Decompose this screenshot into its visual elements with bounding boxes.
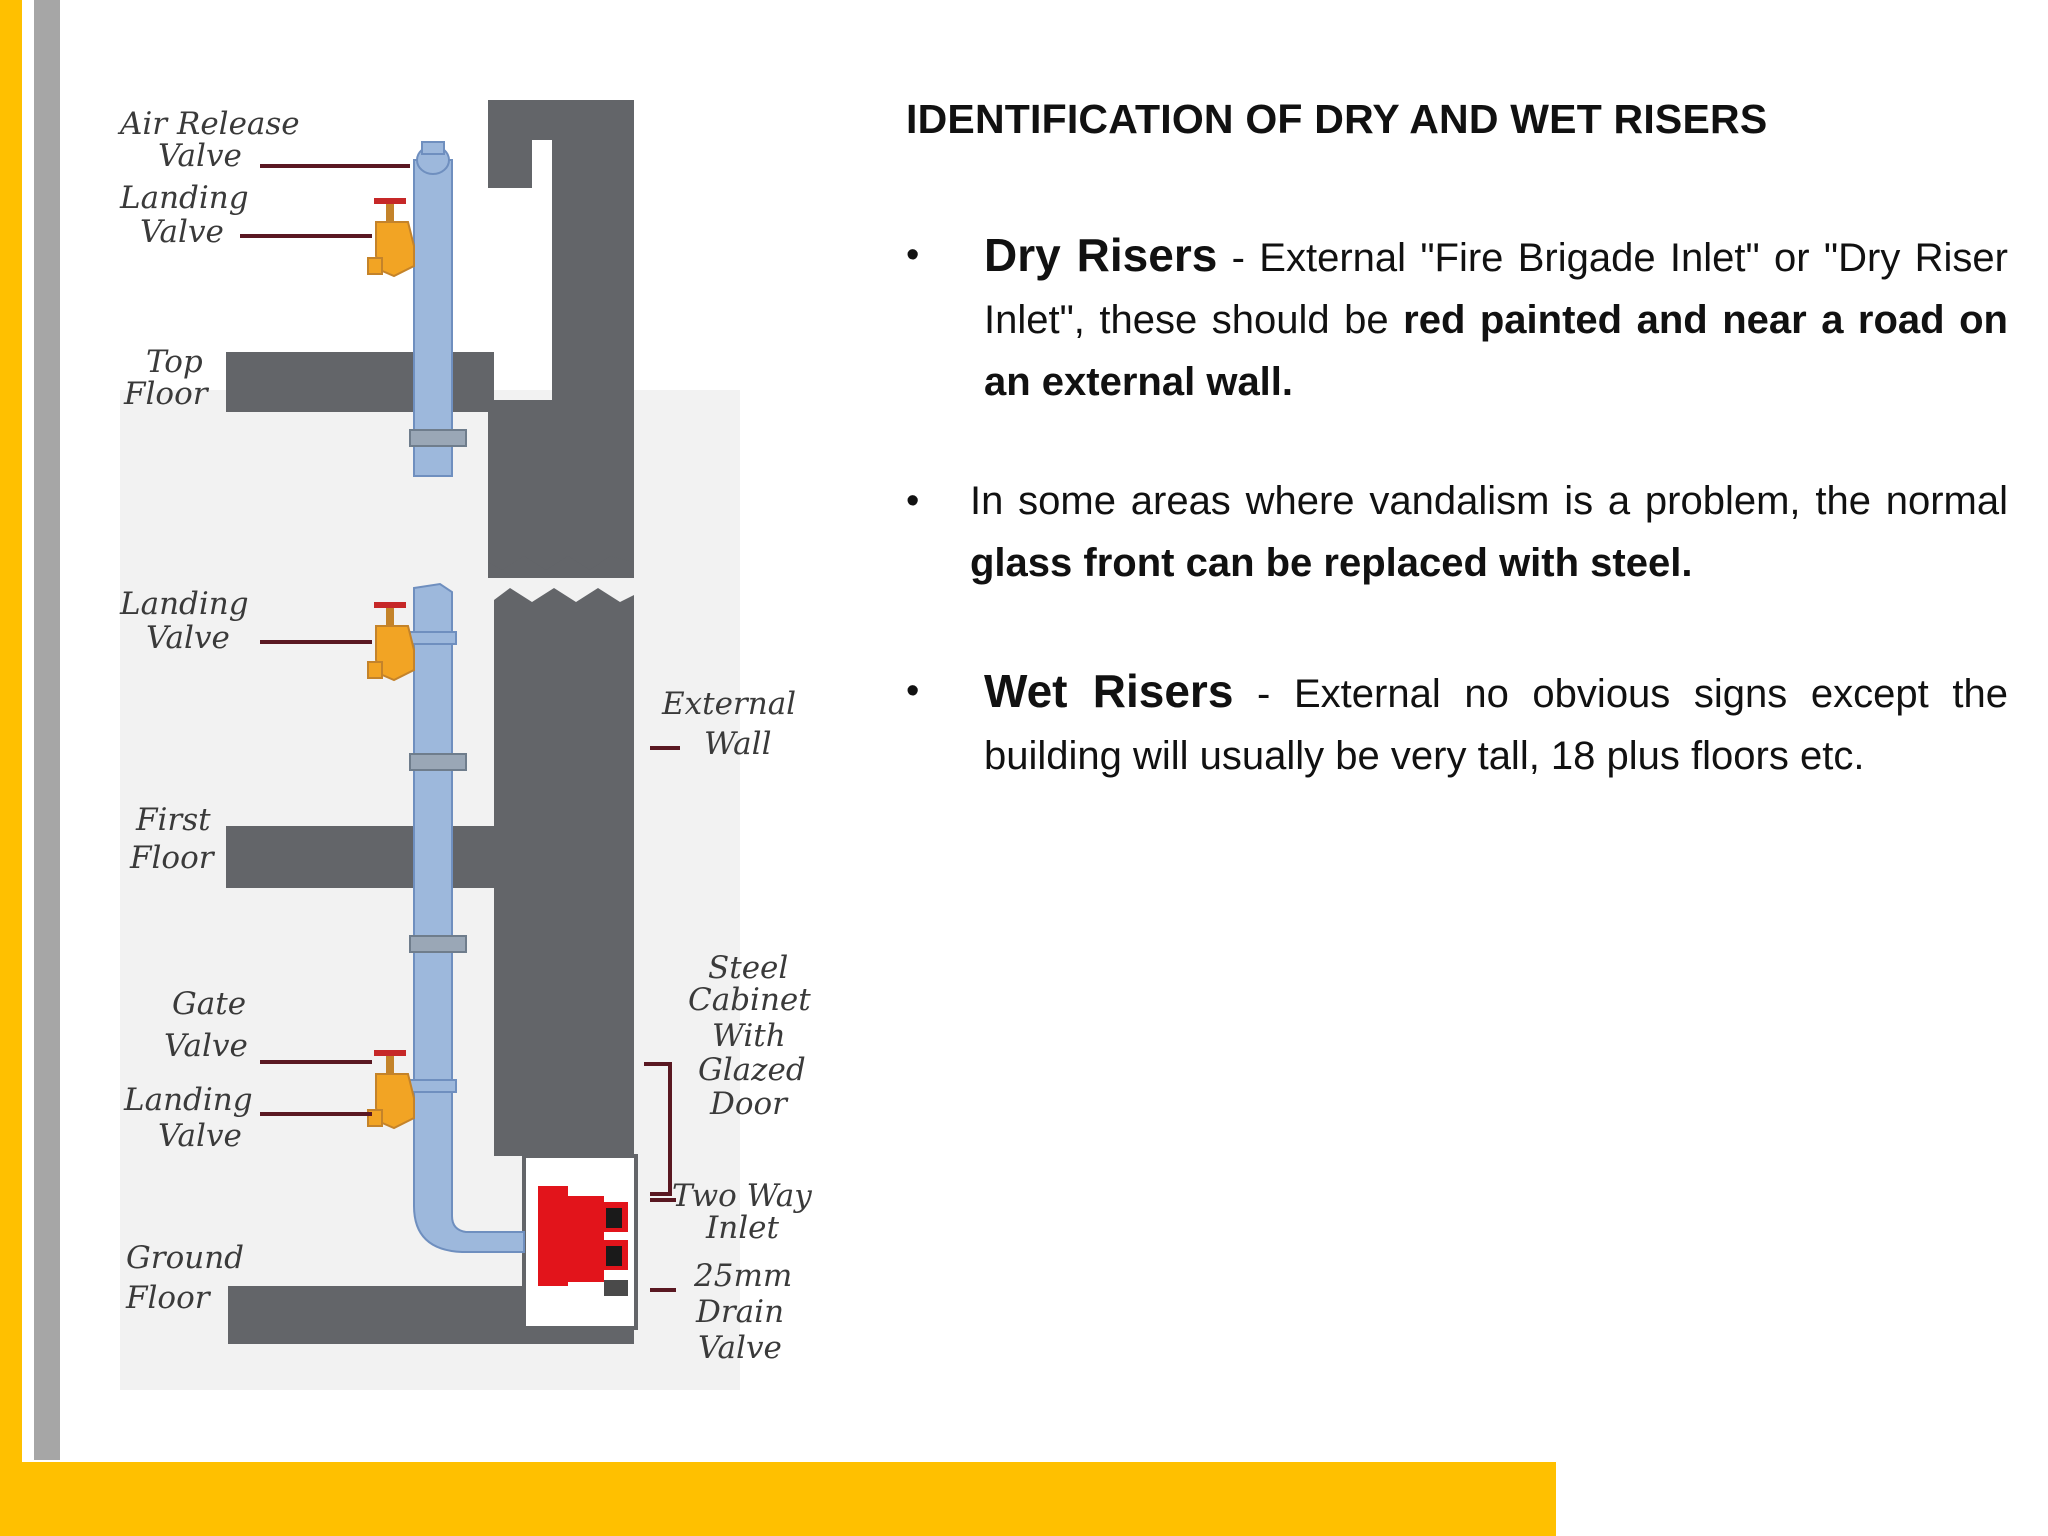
bullet-bold-tail: red painted and near a road on an external wall. bbox=[984, 298, 2008, 404]
label-ground-floor: Ground Floor bbox=[126, 1240, 245, 1316]
left-yellow-stripe bbox=[0, 0, 22, 1536]
bullet-wet-risers bbox=[906, 660, 2008, 787]
label-steel-cabinet: Steel Cabinet With Glazed Door bbox=[688, 950, 811, 1122]
label-two-way-inlet: Two Way Inlet bbox=[672, 1178, 812, 1246]
bullet-marker: • bbox=[906, 234, 920, 276]
bullet-marker: • bbox=[906, 480, 920, 522]
bullet-vandalism bbox=[906, 470, 2008, 594]
building-wall-bottom bbox=[494, 588, 634, 1156]
bullet-body bbox=[984, 224, 2008, 413]
bullet-dry-risers bbox=[906, 224, 2008, 413]
label-gate-valve: Gate Valve bbox=[164, 986, 248, 1064]
label-external-wall: External Wall bbox=[662, 686, 797, 762]
label-top-floor: Top Floor bbox=[124, 344, 208, 412]
bullet-body bbox=[970, 470, 2008, 594]
bullet-text: - External no obvious signs except the building will usually be very tall, 18 plus floors etc. bbox=[984, 672, 2008, 778]
building-wall-top bbox=[488, 100, 634, 578]
label-first-floor: First Floor bbox=[130, 802, 214, 876]
label-landing-valve-bottom: Landing Valve bbox=[124, 1082, 253, 1154]
bullet-text: - External "Fire Brigade Inlet" or "Dry Riser Inlet", these should be bbox=[984, 236, 2008, 342]
riser-diagram bbox=[110, 90, 830, 1390]
first-floor-slab bbox=[226, 826, 494, 888]
text-content bbox=[906, 96, 2008, 778]
slide-heading: IDENTIFICATION OF DRY AND WET RISERS bbox=[906, 96, 1768, 142]
left-grey-stripe bbox=[34, 0, 60, 1460]
label-air-release-valve: Air Release Valve bbox=[120, 106, 300, 174]
landing-valve-top-icon bbox=[368, 198, 414, 276]
bullet-body bbox=[984, 660, 2008, 787]
bullet-lead: Dry Risers bbox=[984, 229, 1218, 281]
label-landing-valve-top: Landing Valve bbox=[120, 180, 249, 250]
bottom-yellow-bar bbox=[0, 1462, 1556, 1536]
bullet-lead: Wet Risers bbox=[984, 665, 1234, 717]
riser-diagram-svg bbox=[110, 90, 830, 1390]
top-floor-slab bbox=[226, 352, 494, 412]
bullet-marker: • bbox=[906, 670, 920, 712]
label-drain-valve: 25mm Drain Valve bbox=[694, 1258, 793, 1366]
bullet-text: In some areas where vandalism is a problem, the normal bbox=[970, 479, 2008, 523]
label-landing-valve-mid: Landing Valve bbox=[120, 586, 249, 656]
bullet-bold-tail: glass front can be replaced with steel. bbox=[970, 541, 1693, 585]
